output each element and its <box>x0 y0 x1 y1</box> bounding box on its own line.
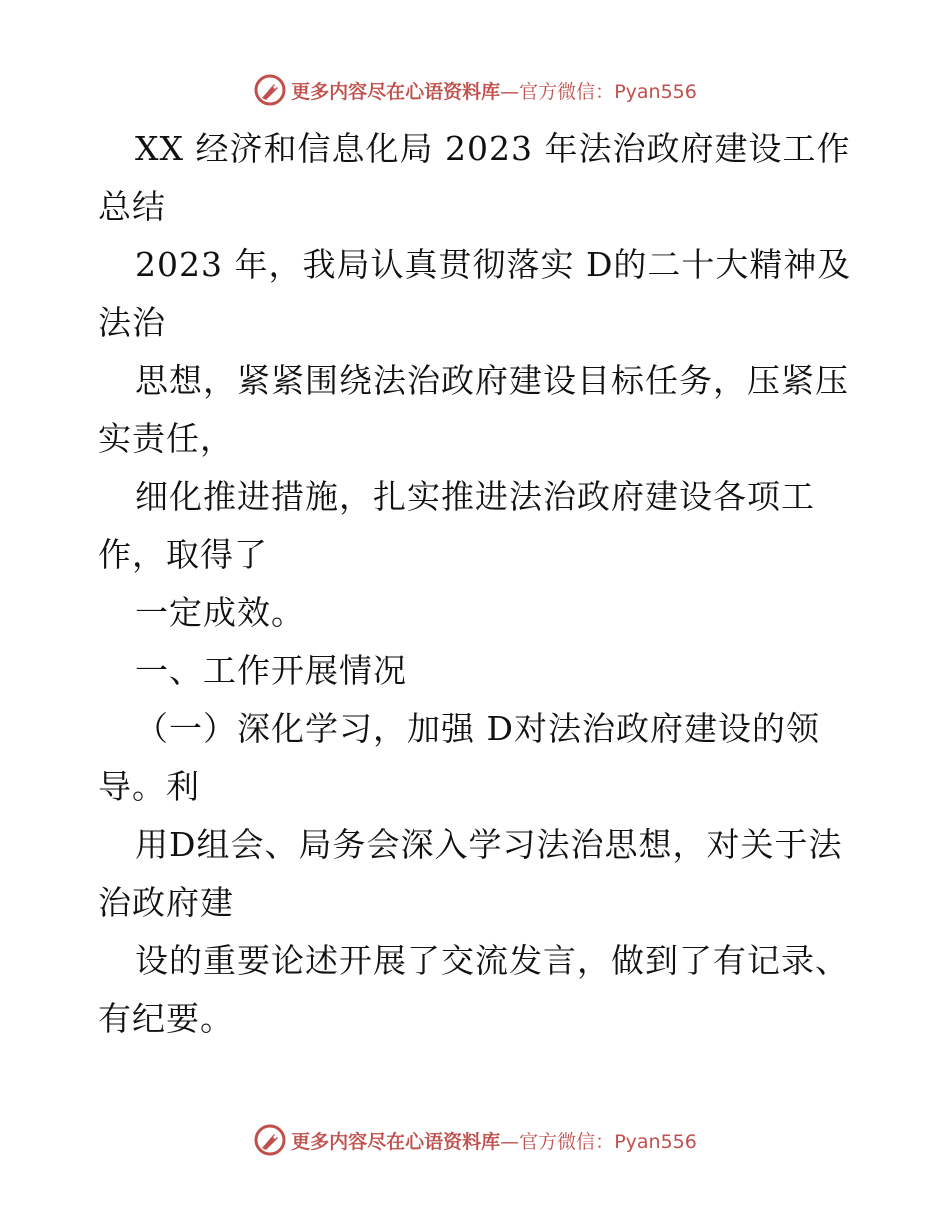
watermark-separator: — <box>500 1130 520 1153</box>
section-heading: 一、工作开展情况 <box>135 651 407 690</box>
paragraph-line: 实责任， <box>98 419 234 458</box>
watermark-separator: — <box>500 80 520 103</box>
pen-nib-logo-icon <box>253 1123 287 1157</box>
watermark-label: 官方微信： <box>519 1130 615 1153</box>
pen-nib-logo-icon <box>253 73 287 107</box>
watermark-wechat-id: Pyan556 <box>614 1130 697 1153</box>
paragraph-line: 2023 年，我局认真贯彻落实 D的二十大精神及 <box>135 245 852 284</box>
paragraph-line: 设的重要论述开展了交流发言，做到了有记录、 <box>135 941 849 980</box>
subsection-heading: （一）深化学习，加强 D对法治政府建设的领 <box>135 709 820 748</box>
paragraph-line: 有纪要。 <box>98 999 234 1038</box>
watermark-text <box>291 1127 697 1154</box>
document-body <box>98 120 858 1048</box>
watermark-text <box>291 77 697 104</box>
title-line-1: XX 经济和信息化局 2023 年法治政府建设工作 <box>135 129 851 168</box>
paragraph-line: 思想，紧紧围绕法治政府建设目标任务，压紧压 <box>135 361 849 400</box>
header-watermark-banner <box>0 70 950 110</box>
watermark-wechat-id: Pyan556 <box>614 80 697 103</box>
paragraph-line: 作，取得了 <box>98 535 268 574</box>
paragraph-line: 治政府建 <box>98 883 234 922</box>
paragraph-line: 细化推进措施，扎实推进法治政府建设各项工 <box>135 477 815 516</box>
paragraph-line: 用D组会、局务会深入学习法治思想，对关于法 <box>135 825 843 864</box>
watermark-label: 官方微信： <box>519 80 615 103</box>
title-line-2: 总结 <box>98 187 166 226</box>
paragraph-line: 导。利 <box>98 767 200 806</box>
watermark-main: 更多内容尽在心语资料库 <box>291 1130 501 1153</box>
watermark-main: 更多内容尽在心语资料库 <box>291 80 501 103</box>
paragraph-line: 一定成效。 <box>135 593 305 632</box>
paragraph-line: 法治 <box>98 303 166 342</box>
footer-watermark-banner <box>0 1120 950 1160</box>
